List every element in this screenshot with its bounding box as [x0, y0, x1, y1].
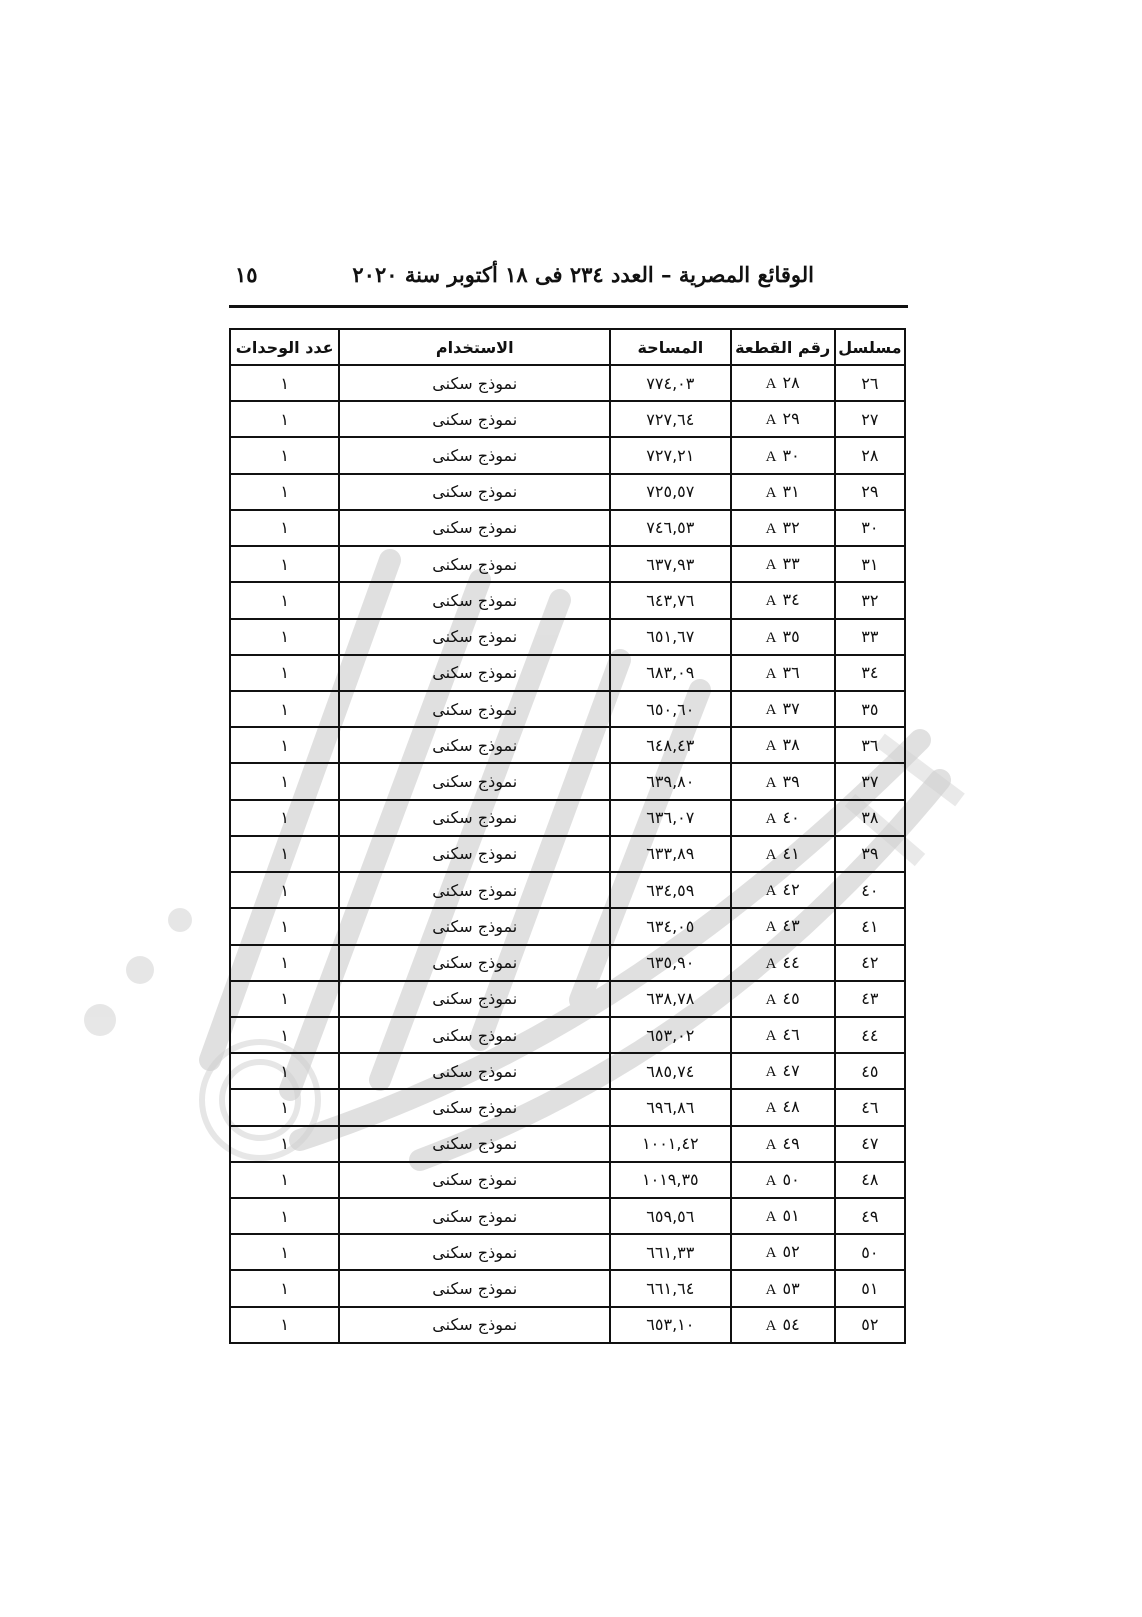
cell-usage: نموذج سكنى [339, 474, 610, 510]
plot-number: ٥٣ [782, 1278, 800, 1298]
plot-number: ٣٢ [782, 517, 800, 537]
column-header-usage: الاستخدام [339, 329, 610, 365]
plot-number: ٥١ [782, 1206, 800, 1226]
plot-prefix: A [765, 1317, 777, 1334]
plot-number: ٣٤ [782, 590, 800, 610]
cell-area: ٦٥٠,٦٠ [610, 691, 730, 727]
plot-prefix: A [765, 412, 777, 429]
cell-units: ١ [230, 691, 339, 727]
plot-prefix: A [765, 520, 777, 537]
cell-area: ٦٤٣,٧٦ [610, 582, 730, 618]
plot-prefix: A [765, 883, 777, 900]
cell-plot-number [731, 691, 835, 727]
plot-prefix: A [765, 1028, 777, 1045]
plot-prefix: A [765, 484, 777, 501]
cell-area: ٧٤٦,٥٣ [610, 510, 730, 546]
cell-serial: ٢٧ [835, 401, 905, 437]
plot-number: ٤٣ [782, 916, 800, 936]
cell-units: ١ [230, 800, 339, 836]
plot-prefix: A [765, 810, 777, 827]
table-row [230, 981, 905, 1017]
plot-prefix: A [765, 376, 777, 393]
cell-usage: نموذج سكنى [339, 981, 610, 1017]
cell-serial: ٣٦ [835, 727, 905, 763]
table-header-row [230, 329, 905, 365]
plot-number: ٣٣ [782, 554, 800, 574]
cell-serial: ٤١ [835, 908, 905, 944]
cell-usage: نموذج سكنى [339, 908, 610, 944]
cell-area: ٦٥١,٦٧ [610, 619, 730, 655]
cell-area: ٦٣٣,٨٩ [610, 836, 730, 872]
cell-usage: نموذج سكنى [339, 872, 610, 908]
cell-usage: نموذج سكنى [339, 1162, 610, 1198]
cell-serial: ٥٠ [835, 1234, 905, 1270]
cell-area: ١٠٠١,٤٢ [610, 1126, 730, 1162]
cell-serial: ٣٣ [835, 619, 905, 655]
cell-serial: ٤٠ [835, 872, 905, 908]
cell-plot-number [731, 1089, 835, 1125]
cell-serial: ٥١ [835, 1270, 905, 1306]
cell-serial: ٢٩ [835, 474, 905, 510]
plot-number: ٣٧ [782, 699, 800, 719]
plot-prefix: A [765, 1136, 777, 1153]
page-number: ١٥ [235, 262, 258, 287]
cell-serial: ٣٧ [835, 763, 905, 799]
cell-usage: نموذج سكنى [339, 691, 610, 727]
cell-usage: نموذج سكنى [339, 727, 610, 763]
cell-plot-number [731, 945, 835, 981]
cell-serial: ٤٢ [835, 945, 905, 981]
cell-serial: ٣٢ [835, 582, 905, 618]
cell-serial: ٣٥ [835, 691, 905, 727]
plot-prefix: A [765, 1064, 777, 1081]
plot-number: ٤٥ [782, 988, 800, 1008]
cell-area: ٦٣٩,٨٠ [610, 763, 730, 799]
table-row [230, 510, 905, 546]
cell-area: ١٠١٩,٣٥ [610, 1162, 730, 1198]
plot-number: ٣٠ [782, 445, 800, 465]
cell-serial: ٢٦ [835, 365, 905, 401]
table-row [230, 655, 905, 691]
cell-plot-number [731, 908, 835, 944]
cell-usage: نموذج سكنى [339, 1198, 610, 1234]
cell-plot-number [731, 655, 835, 691]
table-row [230, 1017, 905, 1053]
cell-units: ١ [230, 945, 339, 981]
plot-prefix: A [765, 593, 777, 610]
cell-units: ١ [230, 1053, 339, 1089]
cell-serial: ٤٥ [835, 1053, 905, 1089]
cell-units: ١ [230, 546, 339, 582]
cell-usage: نموذج سكنى [339, 510, 610, 546]
plot-number: ٤٨ [782, 1097, 800, 1117]
cell-area: ٦٣٧,٩٣ [610, 546, 730, 582]
cell-area: ٦٣٨,٧٨ [610, 981, 730, 1017]
cell-usage: نموذج سكنى [339, 763, 610, 799]
cell-units: ١ [230, 437, 339, 473]
cell-usage: نموذج سكنى [339, 1234, 610, 1270]
cell-units: ١ [230, 872, 339, 908]
cell-usage: نموذج سكنى [339, 1307, 610, 1343]
cell-usage: نموذج سكنى [339, 945, 610, 981]
cell-units: ١ [230, 365, 339, 401]
cell-plot-number [731, 763, 835, 799]
table-row [230, 437, 905, 473]
cell-units: ١ [230, 582, 339, 618]
cell-plot-number [731, 981, 835, 1017]
cell-units: ١ [230, 1270, 339, 1306]
cell-units: ١ [230, 1198, 339, 1234]
plot-number: ٤٠ [782, 807, 800, 827]
cell-serial: ٤٩ [835, 1198, 905, 1234]
plot-prefix: A [765, 1281, 777, 1298]
table-row [230, 1198, 905, 1234]
cell-area: ٦٦١,٣٣ [610, 1234, 730, 1270]
table-row [230, 763, 905, 799]
cell-area: ٦٣٤,٥٩ [610, 872, 730, 908]
cell-serial: ٣٠ [835, 510, 905, 546]
cell-usage: نموذج سكنى [339, 836, 610, 872]
table-row [230, 1234, 905, 1270]
cell-plot-number [731, 619, 835, 655]
table-row [230, 691, 905, 727]
cell-area: ٦٥٣,١٠ [610, 1307, 730, 1343]
plot-number: ٤٤ [782, 952, 800, 972]
cell-serial: ٤٨ [835, 1162, 905, 1198]
plot-number: ٤٩ [782, 1133, 800, 1153]
cell-area: ٧٢٥,٥٧ [610, 474, 730, 510]
cell-usage: نموذج سكنى [339, 365, 610, 401]
table-row [230, 727, 905, 763]
column-header-area: المساحة [610, 329, 730, 365]
plot-prefix: A [765, 1209, 777, 1226]
cell-plot-number [731, 1270, 835, 1306]
plot-number: ٣١ [782, 481, 800, 501]
plot-number: ٤٧ [782, 1061, 800, 1081]
cell-plot-number [731, 1162, 835, 1198]
cell-units: ١ [230, 1162, 339, 1198]
cell-plot-number [731, 546, 835, 582]
cell-usage: نموذج سكنى [339, 800, 610, 836]
cell-serial: ٤٧ [835, 1126, 905, 1162]
cell-usage: نموذج سكنى [339, 582, 610, 618]
plot-number: ٣٩ [782, 771, 800, 791]
column-header-plot-number: رقم القطعة [731, 329, 835, 365]
cell-units: ١ [230, 727, 339, 763]
cell-area: ٧٢٧,٦٤ [610, 401, 730, 437]
cell-serial: ٥٢ [835, 1307, 905, 1343]
cell-plot-number [731, 1053, 835, 1089]
cell-serial: ٣٤ [835, 655, 905, 691]
page-header [229, 262, 904, 292]
column-header-serial: مسلسل [835, 329, 905, 365]
cell-serial: ٤٤ [835, 1017, 905, 1053]
cell-usage: نموذج سكنى [339, 546, 610, 582]
cell-units: ١ [230, 908, 339, 944]
cell-area: ٦٨٣,٠٩ [610, 655, 730, 691]
cell-units: ١ [230, 1234, 339, 1270]
cell-serial: ٣٩ [835, 836, 905, 872]
table-row [230, 474, 905, 510]
plot-prefix: A [765, 738, 777, 755]
plot-prefix: A [765, 1100, 777, 1117]
cell-plot-number [731, 872, 835, 908]
cell-plot-number [731, 401, 835, 437]
plots-table [229, 328, 906, 1344]
table-row [230, 1053, 905, 1089]
cell-plot-number [731, 437, 835, 473]
table-row [230, 1307, 905, 1343]
table-row [230, 1126, 905, 1162]
table-row [230, 800, 905, 836]
cell-plot-number [731, 365, 835, 401]
table-row [230, 908, 905, 944]
cell-usage: نموذج سكنى [339, 619, 610, 655]
plot-prefix: A [765, 702, 777, 719]
cell-units: ١ [230, 1017, 339, 1053]
cell-plot-number [731, 1017, 835, 1053]
cell-plot-number [731, 510, 835, 546]
cell-serial: ٤٦ [835, 1089, 905, 1125]
cell-usage: نموذج سكنى [339, 1126, 610, 1162]
table-row [230, 365, 905, 401]
header-title: الوقائع المصرية – العدد ٢٣٤ فى ١٨ أكتوبر سنة ٢٠٢٠ [352, 262, 814, 287]
plot-prefix: A [765, 629, 777, 646]
cell-area: ٦٣٥,٩٠ [610, 945, 730, 981]
table-row [230, 619, 905, 655]
plot-number: ٤١ [782, 843, 800, 863]
plot-prefix: A [765, 1172, 777, 1189]
cell-serial: ٣٨ [835, 800, 905, 836]
table-row [230, 1162, 905, 1198]
table-row [230, 401, 905, 437]
cell-area: ٦٣٤,٠٥ [610, 908, 730, 944]
cell-area: ٦٦١,٦٤ [610, 1270, 730, 1306]
plot-prefix: A [765, 991, 777, 1008]
plot-number: ٤٢ [782, 880, 800, 900]
cell-serial: ٤٣ [835, 981, 905, 1017]
plot-prefix: A [765, 846, 777, 863]
table-row [230, 582, 905, 618]
cell-usage: نموذج سكنى [339, 1270, 610, 1306]
plot-prefix: A [765, 774, 777, 791]
cell-units: ١ [230, 1089, 339, 1125]
cell-plot-number [731, 474, 835, 510]
plot-prefix: A [765, 1245, 777, 1262]
plot-number: ٣٦ [782, 662, 800, 682]
plot-prefix: A [765, 557, 777, 574]
cell-units: ١ [230, 836, 339, 872]
cell-units: ١ [230, 510, 339, 546]
cell-usage: نموذج سكنى [339, 1017, 610, 1053]
table-row [230, 945, 905, 981]
plot-prefix: A [765, 665, 777, 682]
cell-units: ١ [230, 981, 339, 1017]
cell-usage: نموذج سكنى [339, 437, 610, 473]
plot-number: ٢٩ [782, 409, 800, 429]
cell-plot-number [731, 836, 835, 872]
cell-units: ١ [230, 401, 339, 437]
plot-number: ٥٢ [782, 1242, 800, 1262]
cell-units: ١ [230, 655, 339, 691]
cell-usage: نموذج سكنى [339, 401, 610, 437]
table-row [230, 1089, 905, 1125]
table-row [230, 1270, 905, 1306]
cell-plot-number [731, 1126, 835, 1162]
table-row [230, 836, 905, 872]
cell-area: ٦٨٥,٧٤ [610, 1053, 730, 1089]
cell-usage: نموذج سكنى [339, 1089, 610, 1125]
plot-number: ٣٥ [782, 626, 800, 646]
plot-prefix: A [765, 448, 777, 465]
cell-plot-number [731, 1307, 835, 1343]
cell-area: ٦٤٨,٤٣ [610, 727, 730, 763]
plot-number: ٥٠ [782, 1169, 800, 1189]
cell-area: ٦٩٦,٨٦ [610, 1089, 730, 1125]
table-row [230, 872, 905, 908]
cell-plot-number [731, 727, 835, 763]
cell-serial: ٣١ [835, 546, 905, 582]
header-rule [229, 305, 908, 308]
column-header-units: عدد الوحدات [230, 329, 339, 365]
cell-area: ٦٥٣,٠٢ [610, 1017, 730, 1053]
plot-prefix: A [765, 955, 777, 972]
cell-area: ٧٢٧,٢١ [610, 437, 730, 473]
cell-area: ٧٧٤,٠٣ [610, 365, 730, 401]
plot-number: ٢٨ [782, 373, 800, 393]
plot-number: ٣٨ [782, 735, 800, 755]
cell-units: ١ [230, 619, 339, 655]
cell-usage: نموذج سكنى [339, 1053, 610, 1089]
cell-serial: ٢٨ [835, 437, 905, 473]
cell-units: ١ [230, 474, 339, 510]
plot-prefix: A [765, 919, 777, 936]
cell-units: ١ [230, 1307, 339, 1343]
cell-plot-number [731, 582, 835, 618]
cell-units: ١ [230, 763, 339, 799]
cell-usage: نموذج سكنى [339, 655, 610, 691]
table-row [230, 546, 905, 582]
cell-plot-number [731, 1234, 835, 1270]
cell-plot-number [731, 1198, 835, 1234]
cell-area: ٦٣٦,٠٧ [610, 800, 730, 836]
cell-units: ١ [230, 1126, 339, 1162]
plot-number: ٤٦ [782, 1025, 800, 1045]
cell-area: ٦٥٩,٥٦ [610, 1198, 730, 1234]
plot-number: ٥٤ [782, 1314, 800, 1334]
cell-plot-number [731, 800, 835, 836]
